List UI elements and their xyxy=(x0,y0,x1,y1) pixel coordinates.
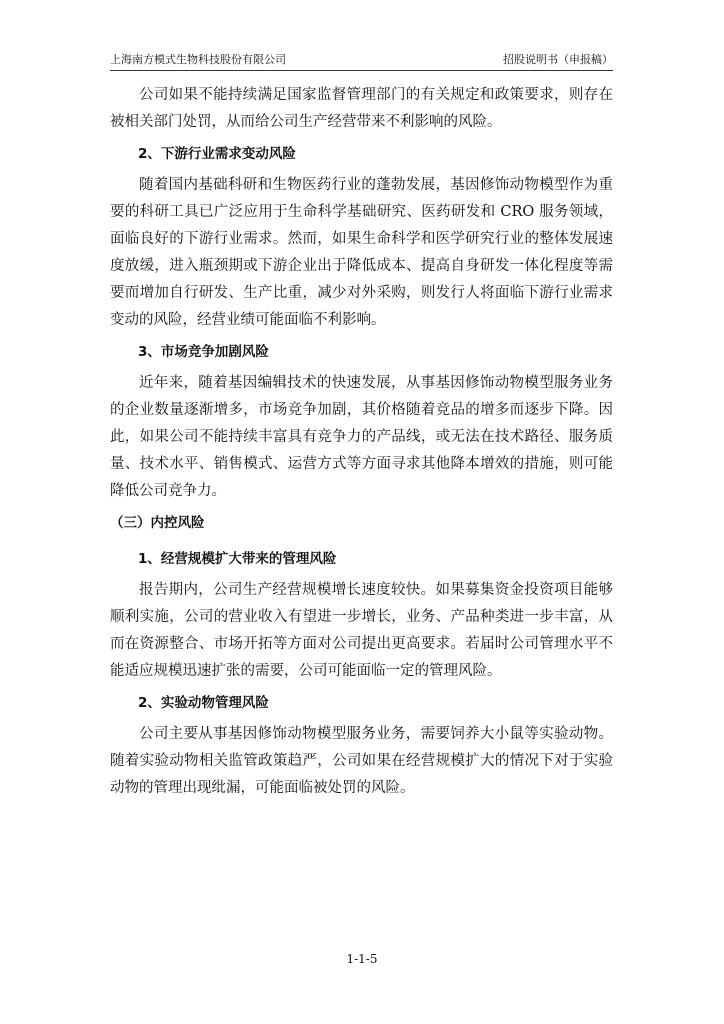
management-risk-heading: 1、经营规模扩大带来的管理风险 xyxy=(138,551,337,567)
downstream-demand-risk-paragraph: 随着国内基础科研和生物医药行业的蓬勃发展，基因修饰动物模型作为重要的科研工具已广泛应用于生命科学基础研究、医药研发和 CRO 服务领域，面临良好的下游行业需求。然而，如果生命科学和医学研究行业的整体发展速度放缓，进入瓶颈期或下游企业出于降低成本、提高自身研发一体化程度等需要而增加自行研发、生产比重，减少对外采购，则发行人将面临下游行业需求变动的风险，经营业绩可能面临不利影响。 xyxy=(110,177,613,328)
market-competition-risk-paragraph: 近年来，随着基因编辑技术的快速发展，从事基因修饰动物模型服务业务的企业数量逐渐增多，市场竞争加剧，其价格随着竞品的增多而逐步下降。因此，如果公司不能持续丰富具有竞争力的产品线，或无法在技术路径、服务质量、技术水平、销售模式、运营方式等方面寻求其他降本增效的措施，则可能降低公司竞争力。 xyxy=(110,375,613,499)
lab-animal-management-risk-paragraph: 公司主要从事基因修饰动物模型服务业务，需要饲养大小鼠等实验动物。随着实验动物相关监管政策趋严，公司如果在经营规模扩大的情况下对于实验动物的管理出现纰漏，可能面临被处罚的风险。 xyxy=(110,726,613,796)
market-competition-risk-heading: 3、市场竞争加剧风险 xyxy=(138,344,269,360)
management-risk-paragraph: 报告期内，公司生产经营规模增长速度较快。如果募集资金投资项目能够顺利实施，公司的营业收入有望进一步增长，业务、产品种类进一步丰富，从而在资源整合、市场开拓等方面对公司提出更高要求。若届时公司管理水平不能适应规模迅速扩张的需要，公司可能面临一定的管理风险。 xyxy=(110,582,613,679)
intro-paragraph: 公司如果不能持续满足国家监督管理部门的有关规定和政策要求，则存在被相关部门处罚，从而给公司生产经营带来不利影响的风险。 xyxy=(110,87,613,130)
page-content xyxy=(110,82,613,802)
header-document-title: 招股说明书（申报稿） xyxy=(503,53,613,66)
page-header xyxy=(110,50,613,71)
page-number: 1-1-5 xyxy=(346,952,378,966)
lab-animal-management-risk-heading: 2、实验动物管理风险 xyxy=(138,695,269,711)
downstream-demand-risk-heading: 2、下游行业需求变动风险 xyxy=(138,146,296,162)
internal-control-risk-section-heading: （三）内控风险 xyxy=(110,515,205,531)
header-company-name: 上海南方模式生物科技股份有限公司 xyxy=(110,53,286,66)
